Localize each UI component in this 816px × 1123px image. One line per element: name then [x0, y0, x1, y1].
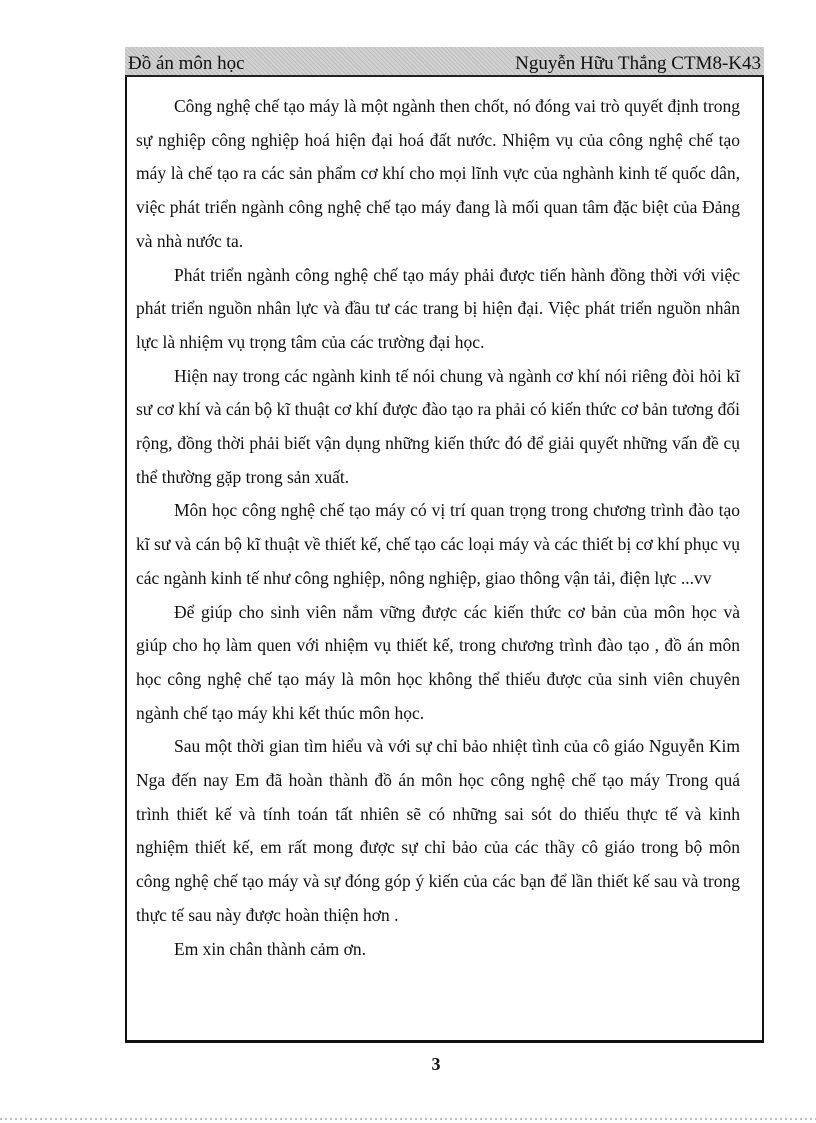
header-course-title: Đồ án môn học — [128, 53, 245, 74]
bottom-dotted-divider — [0, 1118, 816, 1120]
paragraph-thanks: Em xin chân thành cảm ơn. — [174, 938, 366, 959]
paragraph-course-role: Môn học công nghệ chế tạo máy có vị trí quan trọng trong chương trình đào tạo kĩ sư và cán bộ kĩ thuật về thiết kế, chế tạo các loại máy và các thiết bị cơ khí phục vụ các ngành kinh tế như công nghiệp, nông nghiệp, giao thông vận tải, điện lực ...vv — [136, 500, 740, 588]
page-number: 3 — [431, 1054, 441, 1074]
page-header — [125, 47, 764, 77]
paragraph-requirements: Hiện nay trong các ngành kinh tế nói chung và ngành cơ khí nói riêng đòi hỏi kĩ sư cơ khí và cán bộ kĩ thuật cơ khí được đào tạo ra phải có kiến thức cơ bản tương đối rộng, đồng thời phải biết vận dụng những kiến thức đó để giải quyết những vấn đề cụ thể thường gặp trong sản xuất. — [136, 365, 740, 487]
paragraph-development: Phát triển ngành công nghệ chế tạo máy phải được tiến hành đồng thời với việc phát triển nguồn nhân lực và đầu tư các trang bị hiện đại. Việc phát triển nguồn nhân lực là nhiệm vụ trọng tâm của các trường đại học. — [136, 264, 740, 352]
paragraph-acknowledgement: Sau một thời gian tìm hiểu và với sự chỉ bảo nhiệt tình của cô giáo Nguyễn Kim Nga đến nay Em đã hoàn thành đồ án môn học công nghệ chế tạo máy Trong quá trình thiết kế và tính toán tất nhiên sẽ có những sai sót do thiếu thực tế và kinh nghiệm thiết kế, em rất mong được sự chỉ bảo của các thầy cô giáo trong bộ môn công nghệ chế tạo máy và sự đóng góp ý kiến của các bạn để lần thiết kế sau và trong thực tế sau này được hoàn thiện hơn . — [136, 736, 740, 925]
paragraph-project-purpose: Để giúp cho sinh viên nắm vững được các kiến thức cơ bản của môn học và giúp cho họ làm quen với nhiệm vụ thiết kế, trong chương trình đào tạo , đồ án môn học công nghệ chế tạo máy là môn học không thể thiếu được của sinh viên chuyên ngành chế tạo máy khi kết thúc môn học. — [136, 601, 740, 723]
body-text — [136, 90, 740, 966]
header-author: Nguyễn Hữu Thắng CTM8-K43 — [515, 53, 761, 74]
paragraph-intro: Công nghệ chế tạo máy là một ngành then chốt, nó đóng vai trò quyết định trong sự nghiệp công nghiệp hoá hiện đại hoá đất nước. Nhiệm vụ của công nghệ chế tạo máy là chế tạo ra các sản phẩm cơ khí cho mọi lĩnh vực của nghành kinh tế quốc dân, việc phát triển ngành công nghệ chế tạo máy đang là mối quan tâm đặc biệt của Đảng và nhà nước ta. — [136, 96, 740, 251]
